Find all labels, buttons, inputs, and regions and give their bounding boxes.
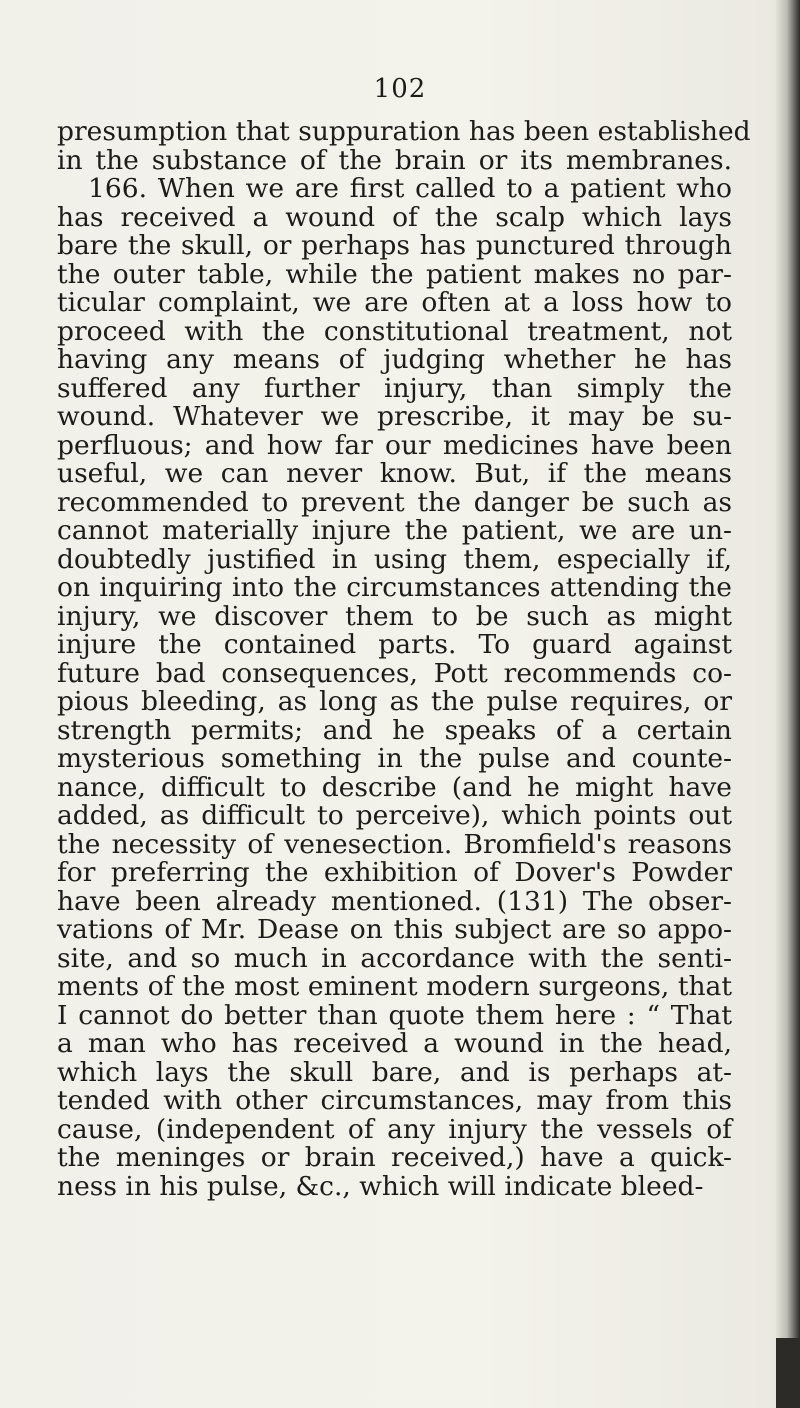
text-line: doubtedly justified in using them, especially if, xyxy=(57,543,732,575)
text-line: added, as difficult to perceive), which points out xyxy=(57,800,732,831)
text-line: having any means of judging whether he has xyxy=(57,344,732,375)
text-line: future bad consequences, Pott recommends co- xyxy=(57,657,732,689)
text-line: presumption that suppuration has been established xyxy=(57,116,751,147)
text-line: the necessity of venesection. Bromfield's reasons xyxy=(57,828,732,860)
text-line: useful, we can never know. But, if the means xyxy=(57,458,732,489)
text-line: a man who has received a wound in the head, xyxy=(57,1028,732,1059)
text-line: injure the contained parts. To guard against xyxy=(57,629,732,660)
text-line: suffered any further injury, than simply the xyxy=(57,372,732,404)
binding-gutter-shadow xyxy=(776,0,800,1408)
text-line: on inquiring into the circumstances attending the xyxy=(57,572,732,603)
text-line: the meninges or brain received,) have a quick- xyxy=(57,1142,732,1173)
text-line: cause, (independent of any injury the vessels of xyxy=(57,1113,732,1145)
text-line: for preferring the exhibition of Dover's Powder xyxy=(57,857,732,888)
text-line: ments of the most eminent modern surgeons, that xyxy=(57,971,732,1002)
text-line: tended with other circumstances, may from this xyxy=(57,1085,732,1116)
text-line: mysterious something in the pulse and counte- xyxy=(57,743,732,774)
text-line: has received a wound of the scalp which lays xyxy=(57,201,732,233)
text-line: strength permits; and he speaks of a certain xyxy=(57,714,732,746)
text-line: the outer table, while the patient makes no par- xyxy=(57,258,732,290)
text-line: I cannot do better than quote them here : “ That xyxy=(57,999,732,1031)
text-line: site, and so much in accordance with the senti- xyxy=(57,942,732,974)
text-line: pious bleeding, as long as the pulse requires, or xyxy=(57,686,732,717)
text-line: in the substance of the brain or its membranes. xyxy=(57,144,732,176)
text-line: wound. Whatever we prescribe, it may be su- xyxy=(57,401,732,432)
text-line: proceed with the constitutional treatment, not xyxy=(57,315,732,347)
text-line: perfluous; and how far our medicines have been xyxy=(57,429,732,461)
text-line: injury, we discover them to be such as might xyxy=(57,600,732,632)
page-corner-shadow xyxy=(776,1338,800,1408)
page-number: 102 xyxy=(373,74,427,104)
text-line: nance, difficult to describe (and he might have xyxy=(57,771,732,803)
text-line: bare the skull, or perhaps has punctured through xyxy=(57,230,732,261)
text-line: ness in his pulse, &c., which will indicate bleed- xyxy=(57,1170,704,1202)
body-text xyxy=(57,116,751,1202)
section-start-line: 166. When we are first called to a patient who xyxy=(88,173,732,204)
text-line: cannot materially injure the patient, we are un- xyxy=(57,515,732,546)
text-line: recommended to prevent the danger be such as xyxy=(57,486,732,518)
text-line: vations of Mr. Dease on this subject are so appo- xyxy=(57,914,732,945)
text-line: have been already mentioned. (131) The obser- xyxy=(57,885,732,917)
text-line: ticular complaint, we are often at a loss how to xyxy=(57,287,732,318)
text-line: which lays the skull bare, and is perhaps at- xyxy=(57,1056,732,1088)
